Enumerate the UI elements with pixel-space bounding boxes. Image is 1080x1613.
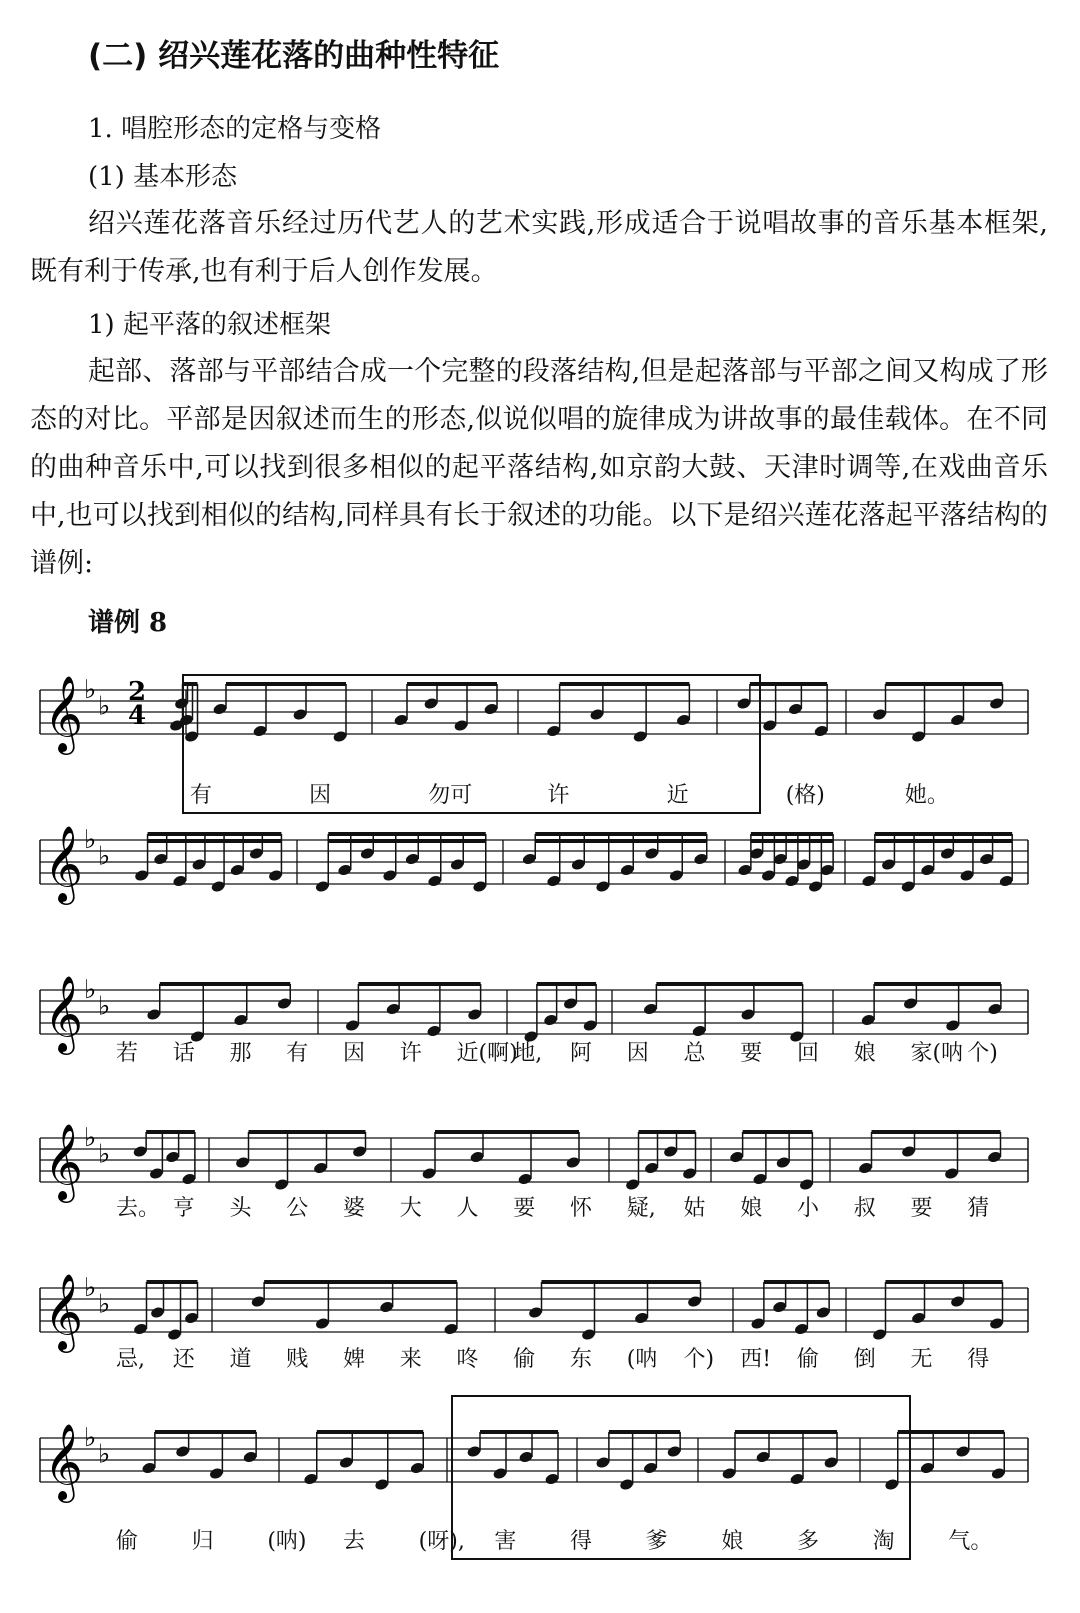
lyric-syllable: 婆 [343,1196,366,1221]
treble-clef-icon: 𝄞 [44,975,84,1052]
lyric-syllable: 因 [309,783,332,808]
lyric-syllable: 公 [286,1196,309,1221]
lyric-syllable: 因 [626,1041,649,1066]
lyric-syllable: 还 [172,1347,195,1372]
lyric-syllable: 疑, [626,1196,656,1221]
lyric-syllable: (呐) [267,1529,307,1554]
flat-icon: ♭ [98,841,111,872]
flat-icon: ♭ [98,1139,111,1170]
lyric-syllable: 小 [797,1196,820,1221]
lyric-syllable: 多 [797,1529,820,1554]
treble-clef-icon: 𝄞 [44,1123,84,1200]
lyric-syllable: 那 [229,1041,252,1066]
lyric-syllable: 要 [513,1196,536,1221]
staff-system [40,825,1028,905]
flat-icon: ♭ [84,1273,97,1303]
paragraph-1: 绍兴莲花落音乐经过历代艺人的艺术实践,形成适合于说唱故事的音乐基本框架,既有利于传承,也有利于后人创作发展。 [30,208,1048,287]
lyric-syllable: 猜 [967,1196,990,1221]
lyric-syllable: 无 [910,1347,933,1372]
flat-icon: ♭ [84,825,97,855]
lyric-syllable: 大 [399,1196,422,1221]
flat-icon: ♭ [98,691,111,722]
lyric-syllable: 头 [229,1196,252,1221]
bracket-box-2 [452,1396,910,1559]
lyric-syllable: 东 [570,1347,593,1372]
staves [40,675,1028,1503]
lyric-syllable: 娘 [721,1529,744,1554]
lyric-syllable: 个) [683,1347,715,1372]
staff-system [40,1123,1028,1203]
lyric-syllable: 近 [666,783,689,808]
flat-icon: ♭ [84,1123,97,1153]
treble-clef-icon: 𝄞 [44,675,84,752]
lyric-syllable: 得 [967,1347,990,1372]
lyric-syllable: 家(呐 [910,1041,964,1066]
lyric-syllable: 要 [740,1041,763,1066]
lyric-syllable: 偷 [513,1347,536,1372]
lyric-syllable: 害 [494,1529,517,1554]
lyric-syllable: 总 [683,1041,706,1066]
subheading-3: 1) 起平落的叙述框架 [88,310,331,340]
lyric-syllable: 来 [399,1347,422,1372]
lyric-syllable: 咚 [456,1347,479,1372]
flat-icon: ♭ [98,991,111,1022]
flat-icon: ♭ [84,1423,97,1453]
lyric-syllable: 要 [910,1196,933,1221]
lyric-syllable: 气。 [948,1529,993,1554]
lyric-syllable: 淘 [872,1529,895,1554]
lyric-syllable: 西! [740,1347,772,1372]
lyric-syllable: 近(啊) [456,1041,518,1066]
lyric-syllable: 娘 [853,1041,876,1066]
lyric-syllable: 地, [513,1041,543,1066]
lyric-syllable: 话 [172,1041,195,1066]
treble-clef-icon: 𝄞 [44,825,84,902]
paragraph-2: 起部、落部与平部结合成一个完整的段落结构,但是起落部与平部之间又构成了形态的对比。平部是因叙述而生的形态,似说似唱的旋律成为讲故事的最佳载体。在不同的曲种音乐中,可以找到很多相似的起平落结构,如京韵大鼓、天津时调等,在戏曲音乐中,也可以找到相似的结构,同样具有长于叙述的功能。以下是绍兴莲花落起平落结构的谱例: [30,356,1048,579]
lyric-syllable: 偷 [797,1347,820,1372]
treble-clef-icon: 𝄞 [44,1423,84,1500]
lyric-syllable: 去。 [116,1196,161,1221]
lyric-syllable: 阿 [570,1041,593,1066]
lyric-syllable: 爹 [645,1529,668,1554]
lyric-syllable: 有 [190,783,213,808]
section-heading: (二) 绍兴莲花落的曲种性特征 [88,38,500,74]
lyric-syllable: 娘 [740,1196,763,1221]
lyric-syllable: 偷 [116,1529,139,1554]
time-signature-bottom: 4 [127,701,147,731]
lyric-syllable: 怀 [570,1196,593,1221]
example-label: 谱例 8 [88,608,168,638]
lyric-syllable: 贱 [286,1347,309,1372]
lyric-syllable: 许 [399,1041,422,1066]
lyric-syllable: 忌, [116,1347,145,1372]
flat-icon: ♭ [98,1439,111,1470]
lyric-syllable: 许 [547,783,570,808]
lyric-syllable: (呐 [626,1347,658,1372]
lyric-syllable: 婢 [343,1347,366,1372]
lyric-syllable: 去 [343,1529,366,1554]
subheading-2: (1) 基本形态 [88,162,238,192]
lyric-syllable: 归 [191,1529,214,1554]
lyric-syllable: 叔 [853,1196,876,1221]
flat-icon: ♭ [84,975,97,1005]
flat-icon: ♭ [84,675,97,705]
flat-icon: ♭ [98,1289,111,1320]
lyric-syllable: 得 [570,1529,593,1554]
lyric-syllable: 回 [797,1041,820,1066]
lyric-syllable: (呀), [418,1529,465,1554]
lyric-syllable: 她。 [904,783,949,808]
lyric-syllable: 倒 [853,1347,876,1372]
lyric-syllable: 个) [967,1041,998,1066]
time-signature-top: 2 [127,677,147,707]
lyric-syllable: 若 [116,1041,139,1066]
subheading-1: 1. 唱腔形态的定格与变格 [88,114,382,144]
lyric-syllable: 姑 [683,1196,706,1221]
lyric-syllable: 有 [286,1041,309,1066]
lyric-syllable: 勿可 [428,783,473,808]
lyric-syllable: 因 [343,1041,366,1066]
lyric-syllable: (格) [785,783,825,808]
lyric-syllable: 人 [456,1196,479,1221]
treble-clef-icon: 𝄞 [44,1273,84,1350]
lyric-syllable: 道 [229,1347,252,1372]
lyric-syllable: 亨 [172,1196,195,1221]
